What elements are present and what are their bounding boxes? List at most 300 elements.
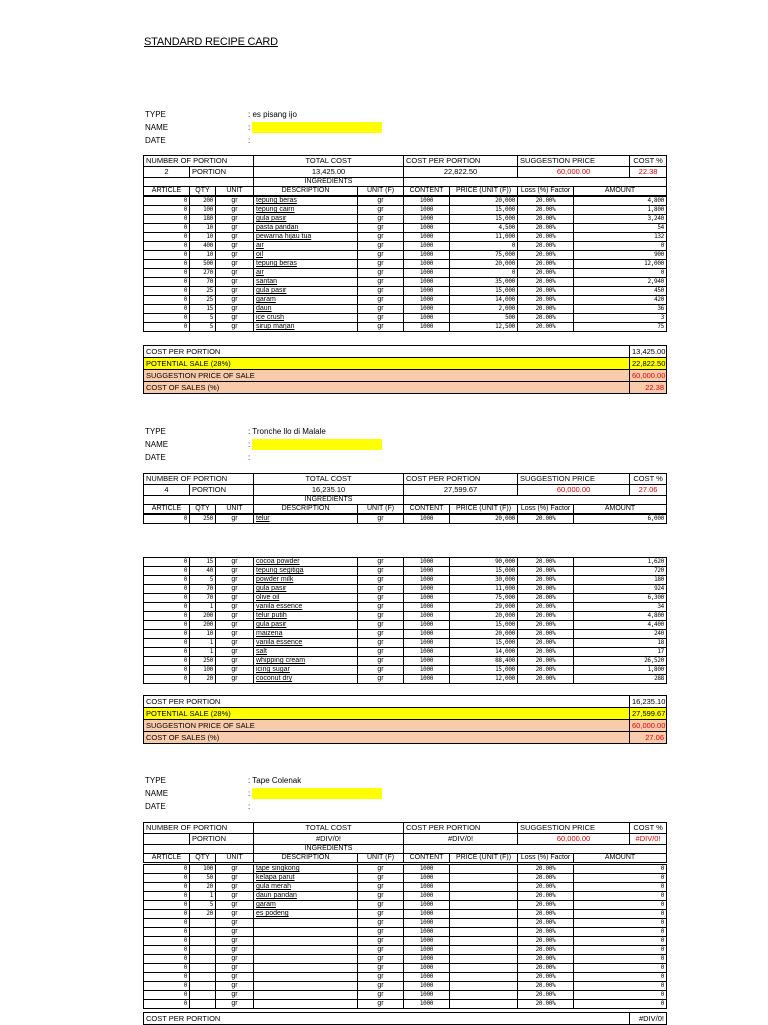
cell-qty: 5 — [190, 314, 216, 323]
cell-description — [254, 982, 358, 991]
cell-amount: 2,940 — [574, 278, 667, 287]
cell-unit: gr — [216, 982, 254, 991]
cell-qty: 1 — [190, 603, 216, 612]
date-colon: : — [248, 802, 251, 811]
cell-qty: 1 — [190, 648, 216, 657]
table-row — [144, 287, 667, 296]
cell-price — [450, 991, 518, 1000]
column-header-content: CONTENT — [404, 187, 450, 196]
cell-unit-f: gr — [358, 946, 404, 955]
cell-unit: gr — [216, 260, 254, 269]
table-row — [144, 278, 667, 287]
cell-description: air — [254, 269, 358, 278]
cell-unit-f: gr — [358, 928, 404, 937]
cell-qty: 70 — [190, 594, 216, 603]
column-header-unit: UNIT — [216, 187, 254, 196]
cell-content: 1000 — [404, 964, 450, 973]
column-header-qty: QTY — [190, 505, 216, 514]
cell-unit: gr — [216, 314, 254, 323]
cell-content: 1000 — [404, 612, 450, 621]
cell-price: 15,000 — [450, 206, 518, 215]
cell-unit: gr — [216, 946, 254, 955]
cell-price — [450, 928, 518, 937]
cell-price: 15,000 — [450, 621, 518, 630]
cell-loss: 20.00% — [518, 964, 574, 973]
cell-amount: 0 — [574, 982, 667, 991]
cell-description: maizena — [254, 630, 358, 639]
cell-unit: gr — [216, 296, 254, 305]
cell-description: santan — [254, 278, 358, 287]
cell-unit: gr — [216, 206, 254, 215]
cell-content: 1000 — [404, 874, 450, 883]
cell-amount: 0 — [574, 892, 667, 901]
table-row — [144, 612, 667, 621]
cell-unit: gr — [216, 621, 254, 630]
summary-table — [143, 1012, 667, 1025]
cell-unit-f: gr — [358, 919, 404, 928]
cell-article: 0 — [144, 964, 190, 973]
table-row — [144, 973, 667, 982]
cell-unit: gr — [216, 865, 254, 874]
cell-content: 1000 — [404, 305, 450, 314]
cell-unit: gr — [216, 901, 254, 910]
cell-unit: gr — [216, 197, 254, 206]
cell-loss: 20.00% — [518, 910, 574, 919]
cell-description: kelapa parut — [254, 874, 358, 883]
ingredients-label: INGREDIENTS — [254, 496, 404, 505]
cell-unit: gr — [216, 576, 254, 585]
column-header-article: ARTICLE — [144, 854, 190, 863]
column-header-amount: AMOUNT — [574, 187, 667, 196]
cell-amount: 0 — [574, 901, 667, 910]
cell-price: 15,000 — [450, 287, 518, 296]
cell-unit-f: gr — [358, 1000, 404, 1009]
cell-content: 1000 — [404, 558, 450, 567]
cell-unit-f: gr — [358, 612, 404, 621]
name-input[interactable] — [252, 439, 382, 450]
cell-loss: 20.00% — [518, 937, 574, 946]
cell-loss: 20.00% — [518, 576, 574, 585]
cell-price: 15,000 — [450, 639, 518, 648]
column-header-description: DESCRIPTION — [254, 854, 358, 863]
cell-price: 90,000 — [450, 558, 518, 567]
cell-unit: gr — [216, 233, 254, 242]
column-header-loss: Loss (%) Factor — [518, 505, 574, 514]
cell-loss: 20.00% — [518, 675, 574, 684]
cell-article: 0 — [144, 621, 190, 630]
cell-unit-f: gr — [358, 585, 404, 594]
table-row — [144, 567, 667, 576]
cell-content: 1000 — [404, 260, 450, 269]
cell-unit: gr — [216, 937, 254, 946]
cell-unit-f: gr — [358, 224, 404, 233]
table-row — [144, 314, 667, 323]
cell-unit-f: gr — [358, 206, 404, 215]
column-header-content: CONTENT — [404, 505, 450, 514]
cell-amount: 4,800 — [574, 612, 667, 621]
cell-content: 1000 — [404, 224, 450, 233]
cell-article: 0 — [144, 251, 190, 260]
cost-per-portion-value: 22,822.50 — [404, 167, 518, 178]
cell-loss: 20.00% — [518, 323, 574, 332]
cell-unit-f: gr — [358, 621, 404, 630]
table-row — [144, 991, 667, 1000]
cell-content: 1000 — [404, 296, 450, 305]
cell-qty: 100 — [190, 206, 216, 215]
cell-unit-f: gr — [358, 892, 404, 901]
cell-qty — [190, 982, 216, 991]
cell-content: 1000 — [404, 287, 450, 296]
cell-price: 0 — [450, 242, 518, 251]
cell-description: olive oil — [254, 594, 358, 603]
cell-unit-f: gr — [358, 558, 404, 567]
cell-price — [450, 892, 518, 901]
cell-qty: 5 — [190, 576, 216, 585]
table-row — [144, 1000, 667, 1009]
table-row — [144, 630, 667, 639]
cell-amount: 0 — [574, 269, 667, 278]
column-header-article: ARTICLE — [144, 187, 190, 196]
cell-description: daun pandan — [254, 892, 358, 901]
cell-content: 1000 — [404, 215, 450, 224]
table-row — [144, 206, 667, 215]
cell-unit: gr — [216, 585, 254, 594]
cell-qty: 400 — [190, 242, 216, 251]
cell-loss: 20.00% — [518, 260, 574, 269]
blank — [404, 496, 667, 505]
cell-content: 1000 — [404, 901, 450, 910]
cell-description: garam — [254, 901, 358, 910]
cell-article: 0 — [144, 937, 190, 946]
column-header-loss: Loss (%) Factor — [518, 854, 574, 863]
type-value: : Tape Colenak — [248, 776, 302, 785]
cell-unit-f: gr — [358, 515, 404, 524]
cell-content: 1000 — [404, 603, 450, 612]
suggestion-price-label: SUGGESTION PRICE — [518, 474, 630, 485]
cell-article: 0 — [144, 576, 190, 585]
cell-amount: 17 — [574, 648, 667, 657]
cell-unit-f: gr — [358, 675, 404, 684]
table-row — [144, 215, 667, 224]
cell-article: 0 — [144, 515, 190, 524]
cell-unit: gr — [216, 323, 254, 332]
cell-price — [450, 955, 518, 964]
summary-suggestion-price-label: SUGGESTION PRICE OF SALE — [144, 720, 630, 732]
cell-unit-f: gr — [358, 260, 404, 269]
cell-description — [254, 928, 358, 937]
cell-content: 1000 — [404, 621, 450, 630]
cell-article: 0 — [144, 675, 190, 684]
type-label: TYPE — [145, 776, 166, 785]
cell-qty — [190, 973, 216, 982]
cell-article: 0 — [144, 901, 190, 910]
table-row — [144, 874, 667, 883]
cell-unit: gr — [216, 973, 254, 982]
cell-unit-f: gr — [358, 865, 404, 874]
table-row — [144, 865, 667, 874]
cell-loss: 20.00% — [518, 666, 574, 675]
cell-content: 1000 — [404, 910, 450, 919]
recipe-header-table — [143, 822, 667, 863]
table-row — [144, 883, 667, 892]
cell-content: 1000 — [404, 973, 450, 982]
name-label: NAME — [145, 123, 169, 132]
portion-label: PORTION — [190, 167, 254, 178]
cell-loss: 20.00% — [518, 874, 574, 883]
suggestion-price-value: 60,000.00 — [518, 167, 630, 178]
cell-amount: 0 — [574, 973, 667, 982]
cell-qty: 250 — [190, 515, 216, 524]
cell-amount: 54 — [574, 224, 667, 233]
cell-content: 1000 — [404, 955, 450, 964]
cell-content: 1000 — [404, 865, 450, 874]
cell-unit: gr — [216, 964, 254, 973]
name-input[interactable] — [252, 122, 382, 133]
cell-amount: 18 — [574, 639, 667, 648]
table-row — [144, 901, 667, 910]
cell-price: 29,000 — [450, 603, 518, 612]
cell-unit: gr — [216, 991, 254, 1000]
cell-unit: gr — [216, 215, 254, 224]
cell-loss: 20.00% — [518, 314, 574, 323]
cell-loss: 20.00% — [518, 251, 574, 260]
cell-qty: 15 — [190, 305, 216, 314]
summary-cost-per-portion-label: COST PER PORTION — [144, 346, 630, 358]
cell-qty: 500 — [190, 260, 216, 269]
cell-amount: 450 — [574, 287, 667, 296]
table-row — [144, 251, 667, 260]
summary-suggestion-price-label: SUGGESTION PRICE OF SALE — [144, 370, 630, 382]
cell-article: 0 — [144, 874, 190, 883]
cell-price — [450, 865, 518, 874]
table-row — [144, 982, 667, 991]
cell-price: 11,000 — [450, 233, 518, 242]
cell-content: 1000 — [404, 892, 450, 901]
type-value: : Tronche llo di Malale — [248, 427, 326, 436]
recipe-meta — [145, 108, 445, 147]
cell-loss: 20.00% — [518, 946, 574, 955]
summary-potential-sale-value: 27,599.67 — [630, 708, 667, 720]
cell-amount: 1,800 — [574, 666, 667, 675]
cell-price: 2,000 — [450, 305, 518, 314]
cost-pct-label: COST % — [630, 823, 667, 834]
date-label: DATE — [145, 453, 166, 462]
cell-qty: 200 — [190, 621, 216, 630]
cell-article: 0 — [144, 567, 190, 576]
cell-unit-f: gr — [358, 287, 404, 296]
cell-description — [254, 919, 358, 928]
column-header-loss: Loss (%) Factor — [518, 187, 574, 196]
table-row — [144, 515, 667, 524]
cost-pct-label: COST % — [630, 156, 667, 167]
name-input[interactable] — [252, 788, 382, 799]
blank — [144, 845, 254, 854]
cell-unit: gr — [216, 567, 254, 576]
cell-content: 1000 — [404, 657, 450, 666]
recipe-header-table — [143, 473, 667, 514]
column-header-description: DESCRIPTION — [254, 505, 358, 514]
cell-article: 0 — [144, 323, 190, 332]
cell-unit: gr — [216, 874, 254, 883]
total-cost-value: 13,425.00 — [254, 167, 404, 178]
total-cost-label: TOTAL COST — [254, 156, 404, 167]
total-cost-value: #DIV/0! — [254, 834, 404, 845]
cell-description — [254, 955, 358, 964]
num-portion-label: NUMBER OF PORTION — [144, 156, 254, 167]
cell-content: 1000 — [404, 675, 450, 684]
cost-per-portion-value: #DIV/0! — [404, 834, 518, 845]
cell-loss: 20.00% — [518, 630, 574, 639]
cell-unit: gr — [216, 910, 254, 919]
cell-content: 1000 — [404, 242, 450, 251]
cell-price — [450, 973, 518, 982]
cell-qty — [190, 946, 216, 955]
name-colon: : — [248, 123, 251, 132]
cell-unit-f: gr — [358, 323, 404, 332]
cell-description: daun — [254, 305, 358, 314]
summary-table — [143, 695, 667, 744]
cell-amount: 3 — [574, 314, 667, 323]
cell-amount: 288 — [574, 675, 667, 684]
date-label: DATE — [145, 802, 166, 811]
cell-article: 0 — [144, 206, 190, 215]
cell-qty: 250 — [190, 657, 216, 666]
cell-unit: gr — [216, 648, 254, 657]
cell-unit-f: gr — [358, 215, 404, 224]
cell-loss: 20.00% — [518, 991, 574, 1000]
cell-loss: 20.00% — [518, 242, 574, 251]
cell-amount: 132 — [574, 233, 667, 242]
cell-content: 1000 — [404, 946, 450, 955]
cell-loss: 20.00% — [518, 296, 574, 305]
cell-loss: 20.00% — [518, 567, 574, 576]
cell-description: tepung beras — [254, 197, 358, 206]
ingredients-table — [143, 514, 667, 524]
cell-price: 12,500 — [450, 323, 518, 332]
cell-price — [450, 1000, 518, 1009]
cell-loss: 20.00% — [518, 206, 574, 215]
cell-article: 0 — [144, 305, 190, 314]
cell-article: 0 — [144, 928, 190, 937]
cell-article: 0 — [144, 865, 190, 874]
cell-amount: 34 — [574, 603, 667, 612]
summary-suggestion-price-value: 60,000.00 — [630, 720, 667, 732]
cell-unit-f: gr — [358, 269, 404, 278]
cell-qty: 10 — [190, 630, 216, 639]
cell-article: 0 — [144, 1000, 190, 1009]
cell-content: 1000 — [404, 251, 450, 260]
table-row — [144, 937, 667, 946]
cell-amount: 420 — [574, 296, 667, 305]
cell-content: 1000 — [404, 567, 450, 576]
table-row — [144, 233, 667, 242]
column-header-unit-f: UNIT (F) — [358, 505, 404, 514]
portion-label: PORTION — [190, 834, 254, 845]
date-label: DATE — [145, 136, 166, 145]
cell-loss: 20.00% — [518, 982, 574, 991]
cell-price: 4,500 — [450, 224, 518, 233]
cell-description: gula merah — [254, 883, 358, 892]
table-row — [144, 666, 667, 675]
cell-article: 0 — [144, 666, 190, 675]
cell-amount: 4,800 — [574, 197, 667, 206]
cell-qty: 20 — [190, 910, 216, 919]
cell-loss: 20.00% — [518, 883, 574, 892]
total-cost-value: 16,235.10 — [254, 485, 404, 496]
cell-amount: 3,240 — [574, 215, 667, 224]
cell-qty: 5 — [190, 323, 216, 332]
cell-amount: 6,300 — [574, 594, 667, 603]
table-row — [144, 964, 667, 973]
cell-unit-f: gr — [358, 964, 404, 973]
type-label: TYPE — [145, 427, 166, 436]
cell-description: vanila essence — [254, 603, 358, 612]
cell-qty — [190, 991, 216, 1000]
column-header-unit-f: UNIT (F) — [358, 187, 404, 196]
cell-amount: 0 — [574, 991, 667, 1000]
cell-article: 0 — [144, 883, 190, 892]
cell-price: 35,000 — [450, 278, 518, 287]
cell-description — [254, 973, 358, 982]
cell-description: salt — [254, 648, 358, 657]
cell-unit-f: gr — [358, 639, 404, 648]
cell-loss: 20.00% — [518, 973, 574, 982]
table-row — [144, 919, 667, 928]
cell-amount: 0 — [574, 910, 667, 919]
table-row — [144, 576, 667, 585]
cell-description: whipping cream — [254, 657, 358, 666]
ingredients-label: INGREDIENTS — [254, 178, 404, 187]
cell-loss: 20.00% — [518, 287, 574, 296]
cell-unit-f: gr — [358, 883, 404, 892]
cell-price — [450, 901, 518, 910]
cell-qty — [190, 937, 216, 946]
cell-qty: 20 — [190, 675, 216, 684]
cell-description: icing sugar — [254, 666, 358, 675]
summary-cost-of-sales-value: 27.06 — [630, 732, 667, 744]
cell-qty: 200 — [190, 197, 216, 206]
cell-unit-f: gr — [358, 576, 404, 585]
cell-unit-f: gr — [358, 657, 404, 666]
cell-unit: gr — [216, 675, 254, 684]
cell-qty: 50 — [190, 874, 216, 883]
cell-article: 0 — [144, 991, 190, 1000]
cell-loss: 20.00% — [518, 919, 574, 928]
cell-article: 0 — [144, 973, 190, 982]
summary-cost-per-portion-value: #DIV/0! — [630, 1013, 667, 1025]
cell-qty — [190, 928, 216, 937]
cell-unit: gr — [216, 1000, 254, 1009]
cell-amount: 0 — [574, 937, 667, 946]
cell-description: gula pasir — [254, 585, 358, 594]
cell-unit-f: gr — [358, 630, 404, 639]
blank — [404, 178, 667, 187]
cell-qty: 10 — [190, 224, 216, 233]
summary-cost-of-sales-label: COST OF SALES (%) — [144, 732, 630, 744]
cell-amount: 900 — [574, 251, 667, 260]
cell-description: tepung cairn — [254, 206, 358, 215]
column-header-price-unit: PRICE (UNIT (F)) — [450, 187, 518, 196]
date-colon: : — [248, 136, 251, 145]
cell-article: 0 — [144, 639, 190, 648]
cell-article: 0 — [144, 269, 190, 278]
cell-loss: 20.00% — [518, 901, 574, 910]
blank — [144, 496, 254, 505]
cell-price: 75,000 — [450, 594, 518, 603]
cell-description: es podeng — [254, 910, 358, 919]
name-label: NAME — [145, 789, 169, 798]
cell-qty: 40 — [190, 567, 216, 576]
